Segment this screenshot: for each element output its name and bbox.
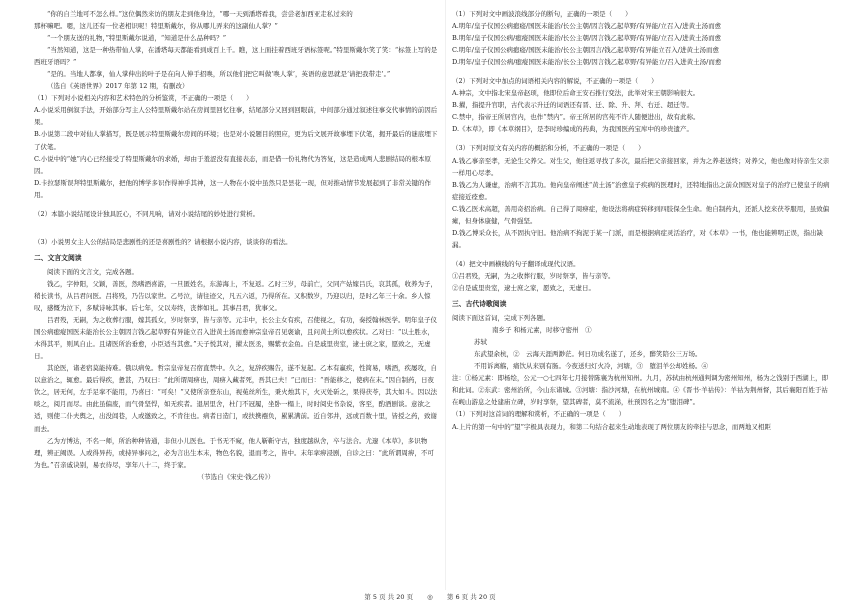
classical-paragraph: 吕君殁，无嗣，为之收葬行服，嫁其孤女，岁时祭享，皆与亲等。元丰中，长公主女有疾，召使视之，有功，奏授翰林医学。明年皇子仪国公病瘛瘲国医未能治长公主朝因言钱乙起草野有异能立召入进黄土汤而愈神宗皇帝召见褒谕，且问黄土所以愈疾状。乙对曰：“以土胜水，木得其平，则风自止。且诸医所治垂愈，小臣适当其愈。”天子悦其对，擢太医丞，赐紫衣金鱼。自是戚里贵室，逮士庶之家，愿致之，无虚日。 [34,316,437,361]
story-paragraph: 那杯嘛吧。嗯，这儿还有一位老相识呢！特里斯戴尔，你从哪儿弄来的这副仙人掌？” [34,22,278,31]
story-paragraph: “当然知道，这是一种热带仙人掌，在潘塔每天都能看到成百上千。瞧，这上面挂着西班牙语标签呢。”特里斯戴尔笑了笑：“标签上写的是西班牙语吗？” [34,46,438,67]
left-page [34,8,438,483]
story-paragraph: “一个朋友送的礼物，”特里斯戴尔说道，“知道是什么品种吗？” [47,34,227,43]
story-paragraph: “是的。当地人都拿，仙人掌伸出的叶子是在向人伸手招唤，所以他们把它叫做‘唤人掌’，英语的意思就是‘请把我带走’。” [47,70,391,79]
page-number-left: 第 5 页 共 20 页 [364,593,414,601]
question-1: （1）下列对小说相关内容和艺术特色的分析鉴赏，不正确的一项是（ ） [34,94,253,103]
poem-author: 苏轼 [474,338,487,347]
cq-1-option-b: B.明年/皇子仪国公病/瘛瘲国医未能治/长公主朝/因言钱乙起草野/有异能/立召入/进黄土汤而愈 [452,34,722,43]
cq-2-option-b: B.擢，指提升官职，古代表示升迁的词语还有晋、迁、除、升、拜、右迁、超迁等。 [452,101,693,110]
cq-3: （3）下列对原文有关内容的概括和分析，不正确的一项是（ ） [452,144,645,153]
cq-2: （2）下列对文中加点的词语相关内容的解说，不正确的一项是（ ） [452,77,658,86]
cq-1-option-a: A.明年/皇子仪国公病瘛瘲/国医未能治/长公主朝/因言钱乙起草野/有异能/立召入/进黄土汤而愈 [452,22,722,31]
cq-4-item: ①吕君殁，无嗣，为之收葬行服，岁时祭享，皆与亲等。 [452,271,615,280]
poem-question-1-option-a: A.上片的第一句中的“望”字极具表现力，和第二句结合起来生动地表现了两位朋友的牵挂与思念，而两地又相距 [452,422,771,431]
option-a: A.小说采用倒叙手法，开始部分写主人公特里斯戴尔站在房间里回忆往事，结尾部分又回到回眼前，中间部分通过叙述往事交代事情的前因后果。 [34,106,438,127]
poem-question-1: （1）下列对这首词的理解和赏析，不正确的一项是（ ） [452,410,626,419]
cq-1: （1）下列对文中画波浪线部分的断句，正确的一项是（ ） [452,10,632,18]
question-3: （3）小说男女主人公的结局是悲剧性的还是喜剧性的？请根据小说内容，谈谈你的看法。 [34,237,292,246]
section-heading: 三、古代诗歌阅读 [452,300,507,309]
cq-2-option-a: A.神宗，文中指北宋皇帝赵顼，他即位后命王安石推行变法，此举对宋王朝影响很大。 [452,89,700,98]
story-paragraph: “你的自兰地可不怎么样。”这位偶然来访的朋友走到他身边，“哪一天到潘塔看我，尝尝老加西亚走私过来的 [47,10,353,18]
cq-3-option-c: C.钱乙医术高超，善用奇招治病。自己得了周痹症，他设法将病症转移到四肢保全生命。他自制药丸，还派人挖来茯苓服用，虽致偏瘫，但身体康健，气骨强坚。 [452,204,830,225]
poem-notes: 注：①杨元素：即杨绘，公元一○七四年七月接替陈襄为杭州知州。九月，苏轼由杭州通判调为密州知州，杨为之饯别于西湖上，即和此词。②东武：密州治所，今山东诸城。③河塘：指沙河塘，在杭州城南。④《晋书·羊祜传》：羊祜为荆州督，其后襄阳百姓于祜在岘山游息之处建庙立碑，岁时享祭，望其碑者，莫不流涕，杜预因名之为“堕泪碑”。 [452,374,829,407]
classical-source: （节选自《宋史·钱乙传》） [197,472,275,481]
binding-mark: ◎ [427,593,433,601]
poem-title: 南乡子 和杨元素，时移守密州 ① [492,326,592,335]
right-page [452,8,832,433]
section-heading: 二、文言文阅读 [34,253,82,262]
option-d: D.卡拉瑟斯误拜特里斯戴尔，把他的博学多识作得神乎其神，这一人物在小说中虽然只是昙花一现，但对推动情节发展起到了非常关键的作用。 [34,178,432,199]
poem-instruction: 阅读下面这首词，完成下列各题。 [452,314,550,323]
cq-3-option-b: B.钱乙为人谦虚，治病不言其功。他向皇帝阐述“黄土汤”治愈皇子疾病的医理时，还特地指出之前众国医对皇子的治疗已使皇子的病症接近痊愈。 [452,180,830,201]
section-instruction: 阅读下面的文言文，完成各题。 [47,267,138,276]
poem-line: 东武望余杭，② 云海天涯两渺茫。何日功成名遂了，还乡，醉笑陪公三万场。 [474,350,702,359]
option-c: C.小说中的“她”内心已经接受了特里斯戴尔的求婚，却由于羞涩没有直接表态，而是借一份礼物代为答复，这是造成两人悲剧结局的根本原因。 [34,154,431,175]
story-source: （选自《英语世界》2017 年第 12 期，有删改） [47,82,189,91]
cq-3-option-a: A.钱乙事亲至孝，无论生父养父。对生父，他往返寻找了多次，最后把父亲接回家，并为之养老送终；对养父，他也像对待亲生父亲一样用心尽孝。 [452,156,830,177]
cq-4-item: ②自是戚里贵室，逮士庶之家，愿致之，无虚日。 [452,283,595,292]
page-footer [0,592,860,601]
classical-paragraph: 钱乙，字仲阳，父颖，善医，然嗜酒喜游，一旦匿姓名，东游海上，不复返。乙时三岁，母前亡，父同产姑嫁吕氏，哀其孤，收养为子，稍长读书，从吕君问医。吕将殁，乃告以家世。乙号泣，请往迹父，凡五六返，乃得所在。又积数岁，乃迎以归，是时乙年三十余。乡人惊叹，感慨为泣下，多赋诗咏其事。后七年，父以寿终，丧葬如礼。其事吕君，犹事父。 [34,279,437,313]
poem-line: 不用诉离觞，痛饮从来别有肠。今夜送归灯火冷，河塘，③ 堕泪羊公却姓杨。④ [474,362,708,371]
cq-4: （4）把文中画横线的句子翻译成现代汉语。 [452,259,580,268]
cq-2-option-c: C.禁中，指帝王所居宫内，也作“禁内”。帝王所居的宫苑不许人随便进出，故有此称。 [452,113,700,122]
cq-1-option-c: C.明年/皇子仪国公病瘛瘲/国医未能治/长公主朝因言/钱乙起草野/有异能立召入/进黄土汤而愈 [452,46,719,55]
option-b: B.小说第二段中对仙人掌描写，既是展示特里斯戴尔房间的环境；也是对小说题目的照应，更为后文展开故事埋下伏笔，揭开最后的谜底埋下了伏笔。 [34,130,438,151]
cq-2-option-d: D.《本草》，即《本草纲目》，是李时珍编成的药典，为我国医药宝库中的珍贵遗产。 [452,125,694,134]
classical-paragraph: 其论医，诸老宿莫能持难。俄以病免。哲宗皇帝复召宿直禁中。久之，复辞疾赐告，遂不复起。乙本有羸疾，性简易，嗜酒，疾屡攻，自以意治之，辄愈。最后得疾，惫甚，乃叹曰：“此所谓周痹也，周痹入藏者死，吾其已夫！”已而曰：“吾能移之，使病在末。”因自制药，日夜饮之，居无何，左手足挛不能用，乃喜曰：“可矣！”又使所亲登东山，视菟丝所生，秉火烛其下，火灭处斫之，果得茯苓，其大如斗。因以法啖之，阅月而尽。由此虽偏废，而气骨坚悍，如无疾者。退居里舍，杜门不冠履，坐卧一榻上，时时阅史书杂说，客至，酌酒剧谈。意欲之适，则使二仆夫舆之，出没闾巷，人或邀致之，不肯往也。病者日造门，或扶携襁负，累累满前。近自邻井，远或百数十里，皆授之药，致谢而去。 [34,364,438,433]
cq-1-option-d: D.明年/皇子仪国公病/瘛瘲国医未能治/长公主朝/因言钱乙起草野/有异能立/召入进黄土汤/而愈 [452,58,722,67]
question-2: （2）本篇小说结尾设计独具匠心，不同凡响，请对小说结尾的妙处进行赏析。 [34,209,260,218]
cq-3-option-d: D.钱乙博采众长，从不固执守旧。他治病不拘泥于某一门派，而是根据病症灵活治疗，对《本草》一书，他也能辨明正误，指出缺漏。 [452,228,824,249]
page-number-right: 第 6 页 共 20 页 [446,593,496,601]
column-divider [445,0,446,590]
classical-paragraph: 乙为方博达，不名一师，所治种种皆通，非但小儿医也。于书无不窥，他人靳靳守古，独度越纵舍，卒与法合。尤邃《本草》，多识物理，辨正阙误。人或得异药，或持异事问之，必为言出生本末，物色名貌，退而考之，皆中。末年挛痹浸剧，自诊之曰：“此所谓周痹，不可为也。”召亲戚诀别，易衣待尽，享年八十二，终于家。 [34,436,434,469]
